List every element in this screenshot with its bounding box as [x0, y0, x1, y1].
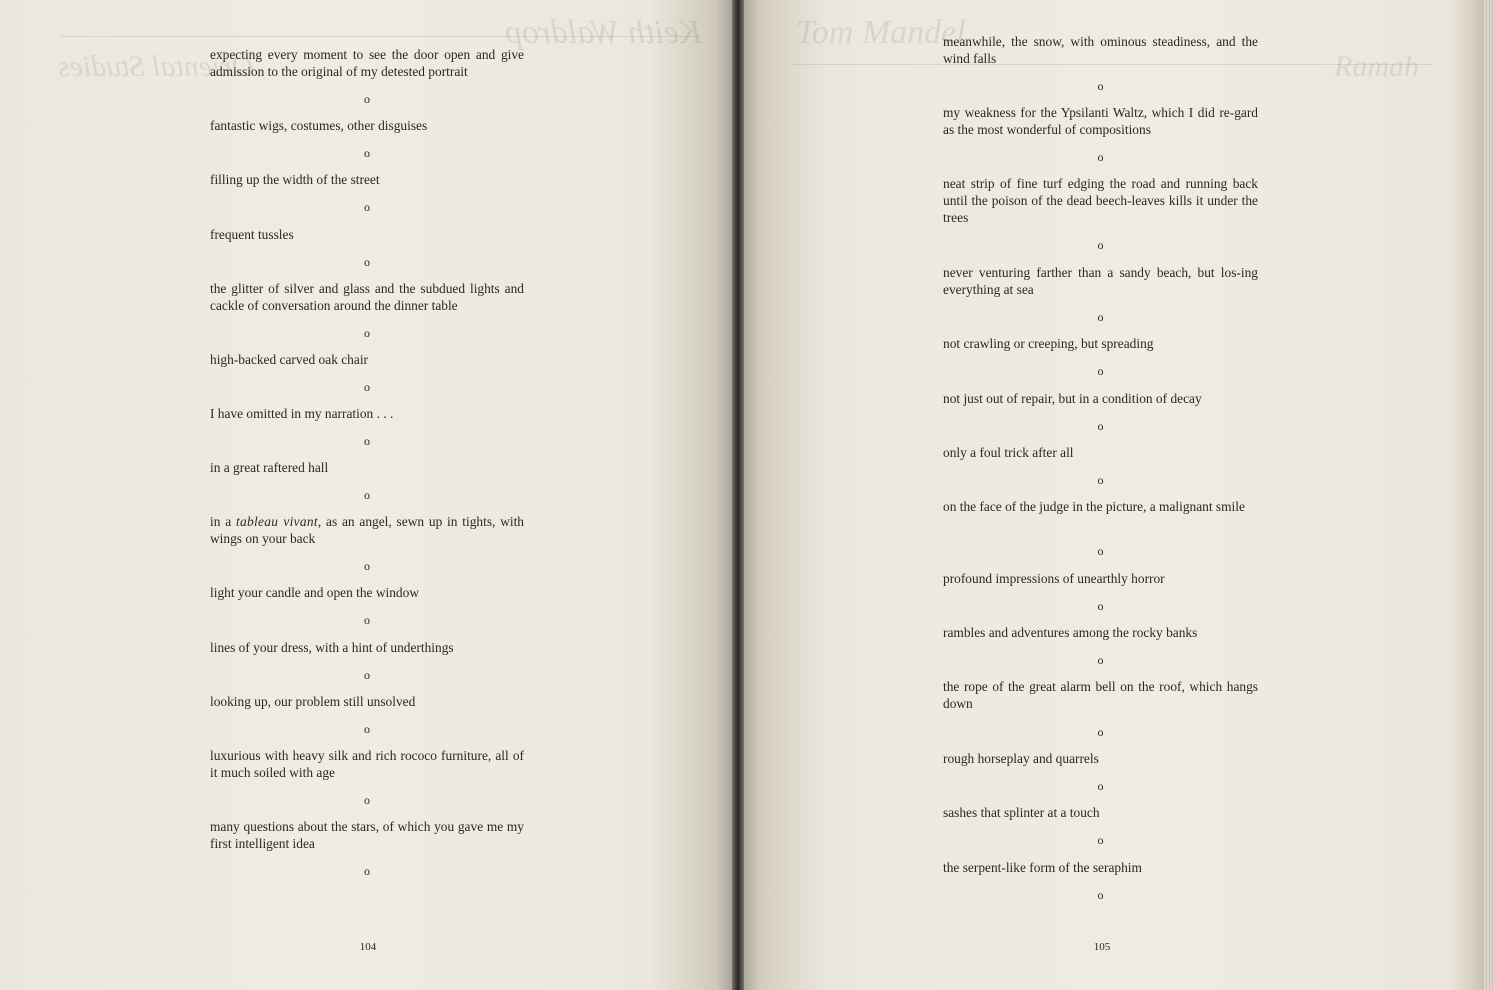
list-item: luxurious with heavy silk and rich rococo furniture, all of it much soiled with age [210, 748, 524, 780]
separator: o [1097, 79, 1104, 93]
list-item: fantastic wigs, costumes, other disguises [210, 118, 428, 133]
list-item: neat strip of fine turf edging the road and running back until the poison of the dead beech-leaves kills it under the trees [943, 176, 1258, 225]
entry-text: , as an angel, sewn up in tights, with wings on your back [210, 514, 524, 546]
list-item: light your candle and open the window [210, 585, 419, 600]
list-item: frequent tussles [210, 227, 294, 242]
list-item: looking up, our problem still unsolved [210, 694, 416, 709]
separator: o [364, 488, 370, 502]
show-through-rule [60, 36, 700, 37]
list-item: rambles and adventures among the rocky banks [943, 625, 1198, 640]
separator: o [1097, 653, 1104, 667]
page-edge [1483, 0, 1495, 990]
show-through-header: Tom Mandel [796, 14, 966, 51]
right-page [738, 0, 1495, 990]
list-item: not just out of repair, but in a condition of decay [943, 391, 1202, 406]
separator: o [364, 434, 370, 448]
list-item: not crawling or creeping, but spreading [943, 336, 1154, 351]
separator: o [1097, 364, 1104, 378]
list-item: the serpent-like form of the seraphim [943, 860, 1142, 875]
page-number: 104 [359, 941, 377, 953]
list-item: in a great raftered hall [210, 460, 329, 475]
separator: o [1097, 419, 1104, 433]
separator: o [1097, 473, 1104, 487]
separator: o [1097, 599, 1104, 613]
separator: o [364, 146, 370, 160]
list-item: rough horseplay and quarrels [943, 751, 1099, 766]
left-page [0, 0, 738, 990]
list-item: the rope of the great alarm bell on the roof, which hangs down [943, 679, 1258, 711]
separator: o [364, 668, 370, 682]
list-item: profound impressions of unearthly horror [943, 571, 1165, 586]
book-gutter [732, 0, 744, 990]
separator: o [364, 380, 370, 394]
list-item: I have omitted in my narration . . . [210, 406, 394, 421]
list-item: high-backed carved oak chair [210, 352, 369, 367]
entry-text: in a [210, 514, 236, 529]
entry-italic-text: tableau vivant [235, 514, 318, 529]
separator: o [1097, 888, 1104, 902]
separator: o [364, 255, 370, 269]
separator: o [1097, 725, 1104, 739]
separator: o [364, 200, 370, 214]
list-item: filling up the width of the street [210, 172, 380, 187]
list-item: meanwhile, the snow, with ominous steadiness, and the wind falls [943, 34, 1258, 66]
separator: o [364, 864, 370, 878]
show-through-header: Keith Waldrop [505, 14, 702, 51]
separator: o [364, 559, 370, 573]
separator: o [364, 92, 370, 106]
list-item: on the face of the judge in the picture, a malignant smile [943, 499, 1245, 514]
separator: o [364, 793, 370, 807]
list-item: my weakness for the Ypsilanti Waltz, which I did re-gard as the most wonderful of compositions [943, 105, 1258, 137]
list-item: expecting every moment to see the door open and give admission to the original of my detested portrait [210, 47, 524, 79]
separator: o [1097, 310, 1104, 324]
separator: o [364, 326, 370, 340]
separator: o [1097, 833, 1104, 847]
list-item: lines of your dress, with a hint of underthings [210, 640, 454, 655]
show-through-header: Oriental Studies [58, 50, 254, 83]
list-item [210, 513, 524, 547]
separator: o [1097, 150, 1104, 164]
list-item: sashes that splinter at a touch [943, 805, 1100, 820]
separator: o [1097, 238, 1104, 252]
list-item: many questions about the stars, of which you gave me my first intelligent idea [210, 819, 524, 851]
separator: o [364, 722, 370, 736]
separator: o [364, 613, 370, 627]
show-through-header: Ramah [1334, 50, 1419, 83]
separator: o [1097, 779, 1104, 793]
list-item: only a foul trick after all [943, 445, 1074, 460]
separator: o [1097, 544, 1104, 558]
list-item: the glitter of silver and glass and the subdued lights and cackle of conversation around the dinner table [210, 281, 524, 313]
list-item: never venturing farther than a sandy beach, but los-ing everything at sea [943, 265, 1258, 297]
page-number: 105 [1093, 941, 1111, 953]
